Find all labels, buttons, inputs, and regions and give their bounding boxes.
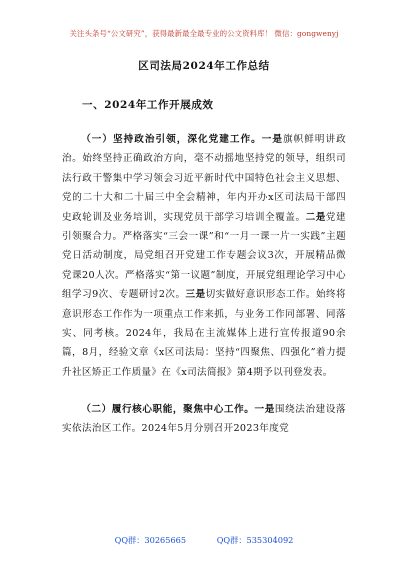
- point-label: 一是: [254, 404, 275, 415]
- paragraph-2-text: [62, 400, 346, 439]
- header-promo-note: 关注头条号“公文研究”，获得最新最全最专业的公文资料库！ 微信：gongwenyj: [69, 29, 339, 38]
- point-text: 切实做好意识形态工作。始终将意识形态工作作为一项重点工作来抓，与业务工作同部署、同落实、同考核。2024年，我局在主流媒体上进行宣传报道90余篇，8月，经验文章《x区司法局：坚持“四聚焦、四强化”着力提升社区矫正工作质量》在《x司法简报》第4期予以刊登发表。: [62, 289, 346, 378]
- point-text: 党建引领聚合力。严格落实“三会一课”和“一月一课一片一实践”主题党日活动制度，局党组召开党建工作专题会议3次，开展精品微党课20人次。严格落实“第一议题”制度，开展党组理论学习中心组学习9次、专题研讨2次。: [62, 211, 346, 301]
- point-text: 围绕法治建设落实依法治区工作。2024年5月分别召开2023年度党: [62, 404, 347, 435]
- footer-qq-group-2: QQ群：535304092: [216, 535, 294, 545]
- paragraph-1-text: [62, 130, 346, 382]
- page-title: 区司法局2024年工作总结: [138, 60, 270, 72]
- point-label: 一是: [261, 134, 283, 145]
- subsection-heading: （二）履行核心职能，聚焦中心工作。: [81, 404, 255, 415]
- section-heading: 一、2024年工作开展成效: [82, 99, 214, 111]
- point-label: 三是: [185, 289, 206, 301]
- paragraph-2: [62, 400, 346, 439]
- point-text: 始终坚持正确政治方向，毫不动摇地坚持党的领导，组织司法行政干警集中学习领会习近平新时代中国特色社会主义思想、党的二十大和二十届三中全会精神，年内开办x区司法局干部四史政轮训及业务培训，实现党员干部学习培训全覆盖。: [62, 153, 346, 223]
- point-head: 旗帜鲜明讲政治。: [62, 134, 347, 165]
- paragraph-1: [62, 130, 346, 382]
- footer-qq-group-1: QQ群：30265665: [114, 535, 187, 545]
- subsection-heading: （一）坚持政治引领，深化党建工作。: [81, 134, 262, 145]
- footer-contact: [0, 535, 408, 546]
- point-label: 二是: [305, 211, 326, 223]
